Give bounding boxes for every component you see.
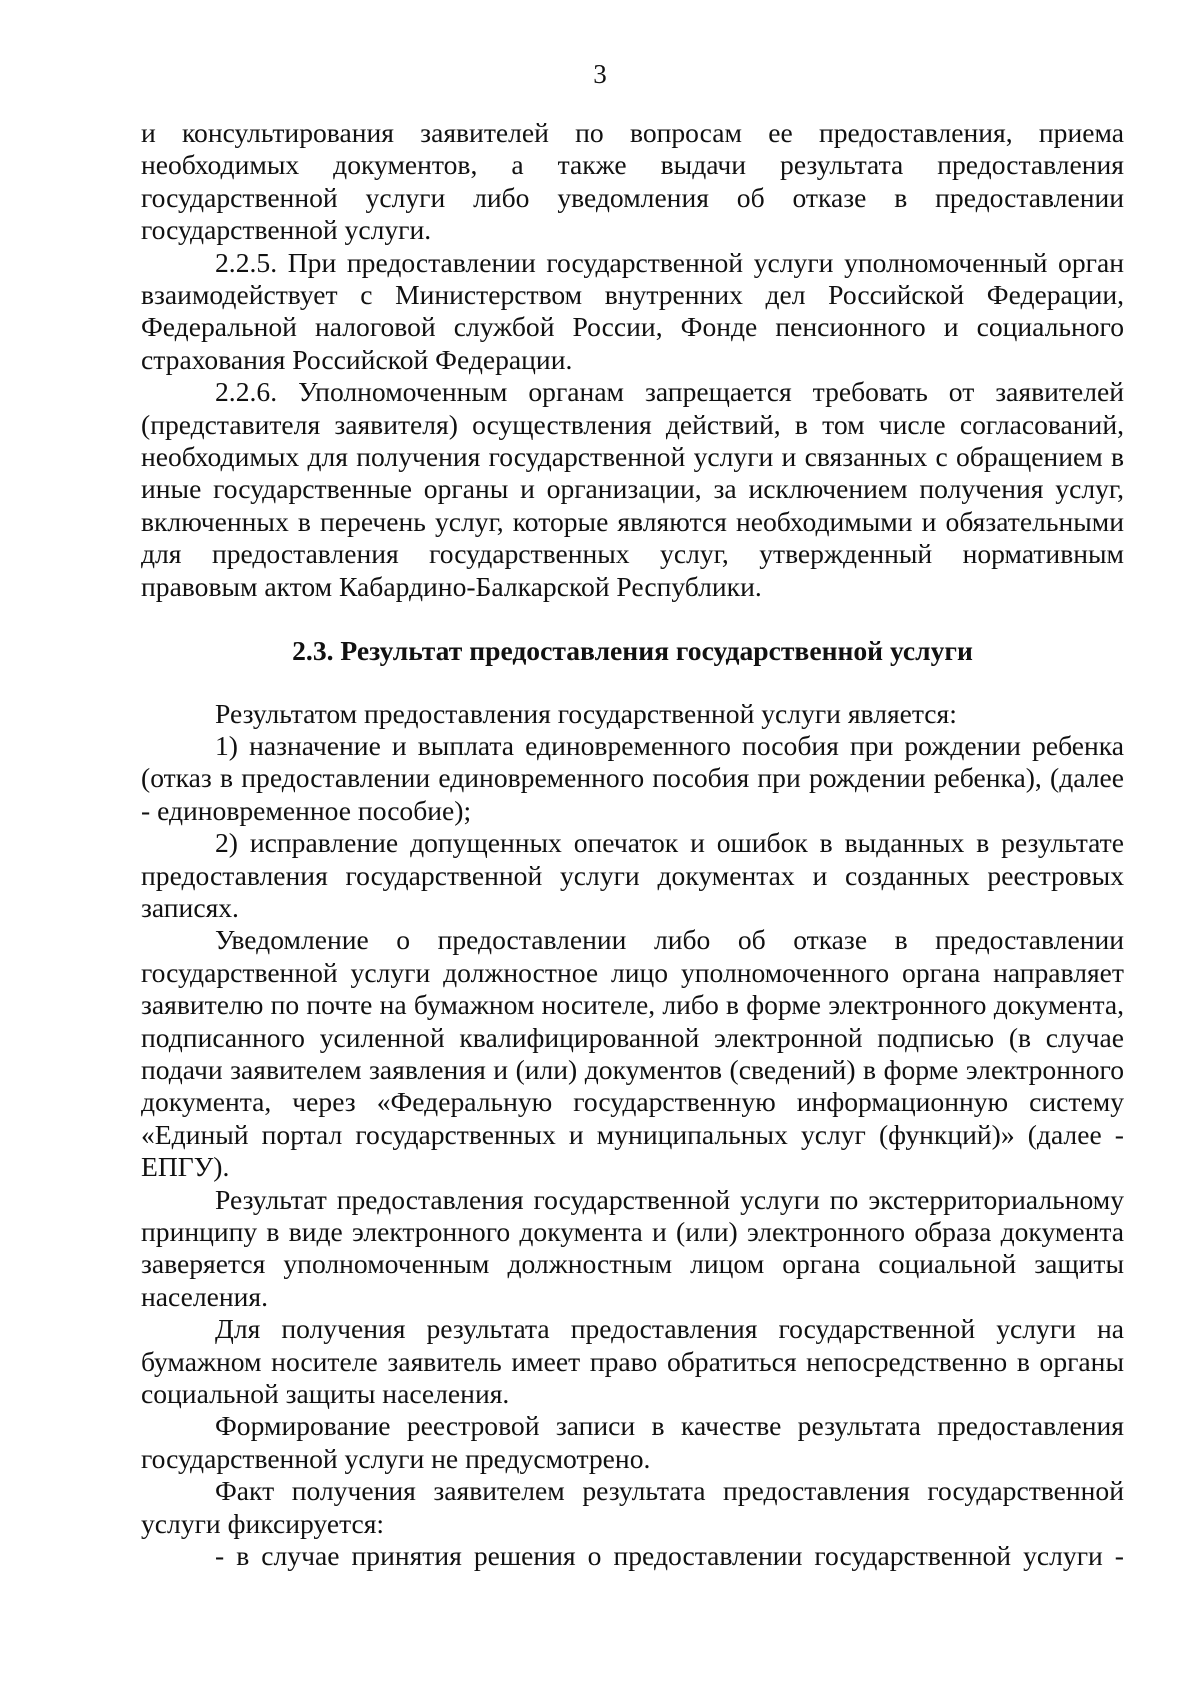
paragraph-2-2-6: 2.2.6. Уполномоченным органам запрещается требовать от заявителей (представителя заявителя) осуществления действий, в том числе согласований, необходимых для получения государственной услуги и связанных с обращением в иные государственные органы и организации, за исключением получения услуг, включенных в перечень услуг, которые являются необходимыми и обязательными для предоставления государственных услуг, утвержденный нормативным правовым актом Кабардино-Балкарской Республики.: [141, 376, 1124, 602]
section-heading-2-3: 2.3. Результат предоставления государственной услуги: [292, 635, 973, 667]
paragraph-extraterritorial: Результат предоставления государственной услуги по экстерриториальному принципу в виде электронного документа и (или) электронного образа документа заверяется уполномоченным должностным лицом органа социальной защиты населения.: [141, 1183, 1124, 1312]
paragraph-2-2-5: 2.2.5. При предоставлении государственной услуги уполномоченный орган взаимодействует с Министерством внутренних дел Российской Федерации, Федеральной налоговой службой России, Фонде пенсионного и социального страхования Российской Федерации.: [141, 246, 1124, 375]
paragraph-registry-record: Формирование реестровой записи в качестве результата предоставления государственной услуги не предусмотрено.: [141, 1410, 1124, 1474]
document-body: [141, 117, 1124, 1572]
paragraph-fact-of-receipt: Факт получения заявителем результата предоставления государственной услуги фиксируется:: [141, 1475, 1124, 1539]
list-item-1: 1) назначение и выплата единовременного пособия при рождении ребенка (отказ в предоставлении единовременного пособия при рождении ребенка), (далее - единовременное пособие);: [141, 729, 1124, 826]
paragraph-paper-result: Для получения результата предоставления государственной услуги на бумажном носителе заявитель имеет право обратиться непосредственно в органы социальной защиты населения.: [141, 1313, 1124, 1410]
paragraph-result-intro: Результатом предоставления государственной услуги является:: [215, 697, 957, 729]
page-number: 3: [593, 59, 607, 89]
list-item-2: 2) исправление допущенных опечаток и ошибок в выданных в результате предоставления государственной услуги документах и созданных реестровых записях.: [141, 827, 1124, 923]
paragraph-decision-case: - в случае принятия решения о предоставлении государственной услуги -: [215, 1540, 1124, 1572]
paragraph-continuation: и консультирования заявителей по вопросам ее предоставления, приема необходимых документов, а также выдачи результата предоставления государственной услуги либо уведомления об отказе в предоставлении государственной услуги.: [141, 117, 1124, 246]
paragraph-notification: Уведомление о предоставлении либо об отказе в предоставлении государственной услуги должностное лицо уполномоченного органа направляет заявителю по почте на бумажном носителе, либо в форме электронного документа, подписанного усиленной квалифицированной электронной подписью (в случае подачи заявителем заявления и (или) документов (сведений) в форме электронного документа, через «Федеральную государственную информационную систему «Единый портал государственных и муниципальных услуг (функций)» (далее - ЕПГУ).: [141, 924, 1124, 1183]
